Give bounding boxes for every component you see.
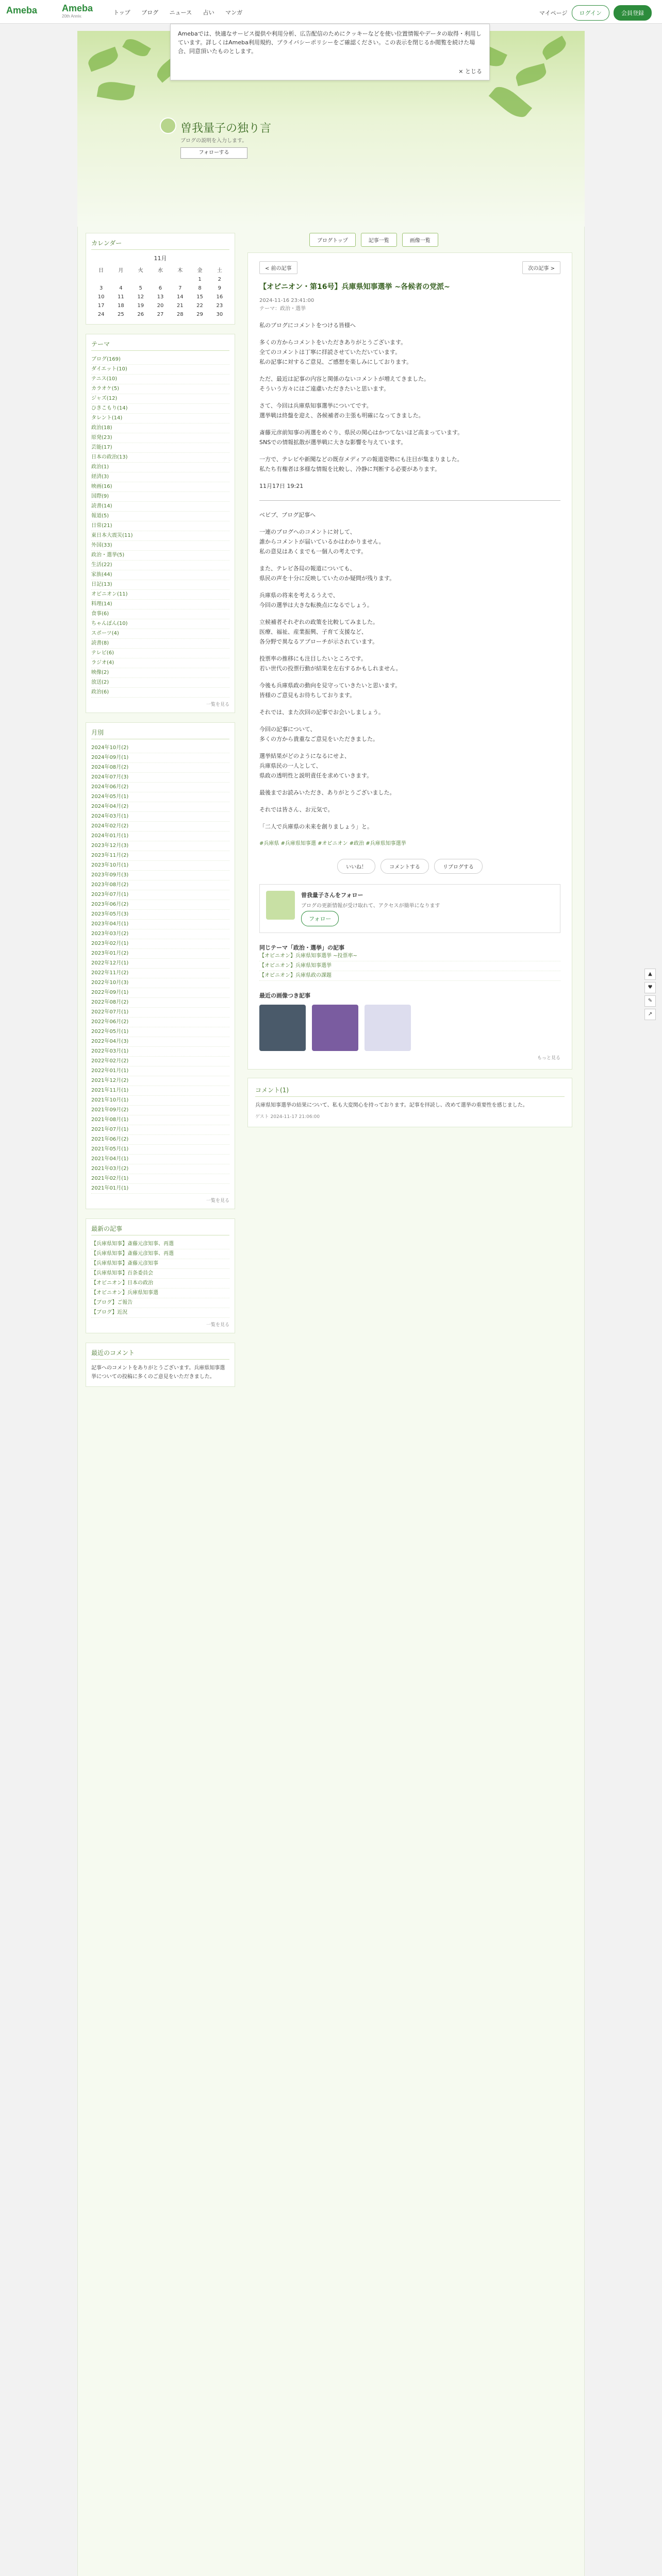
calendar-day-header: 日 [98,268,104,274]
entry-body-2 [259,510,560,717]
archive-item[interactable]: 2023年06月(2) [91,900,229,910]
image-thumbs [259,1005,560,1051]
calendar-day[interactable]: 12 [137,294,144,300]
theme-item[interactable]: 生活(22) [91,561,229,570]
calendar-day-header: 金 [197,268,203,274]
nav-fortune[interactable]: 占い [203,9,214,16]
entry-nav [259,261,560,274]
archive-item[interactable]: 2022年03月(1) [91,1047,229,1057]
recent-item[interactable]: 【兵庫県知事】斎藤元彦知事、再選 [91,1249,229,1259]
share-icon[interactable]: ↗ [644,1009,656,1020]
theme-item[interactable]: ジャズ(12) [91,394,229,404]
archive-more-link[interactable]: 一覧を見る [206,1198,229,1204]
calendar-day-header: 木 [177,268,183,274]
entry-paragraph: 今回の記事について、 多くの方から貴重なご意見をいただきました。 [259,726,378,742]
theme-item[interactable]: カラオケ(5) [91,384,229,394]
entry-meta: 2024-11-16 23:41:00 テーマ：政治・選挙 [259,298,315,312]
main-column [247,252,572,1127]
theme-item[interactable]: ラジオ(4) [91,658,229,668]
entry-paragraph: 一連のブログへのコメントに対して、 誰からコメントが届いているかはわかりません。 私の意見はあくまでも一個人の考えです。 [259,529,385,555]
calendar-day[interactable]: 15 [196,294,203,300]
recent-item[interactable]: 【ブログ】近況 [91,1308,229,1318]
nav-manga[interactable]: マンガ [225,9,243,16]
related-list [259,952,560,981]
thumb-image[interactable] [365,1005,411,1051]
calendar-day[interactable]: 1 [198,277,202,282]
archive-item[interactable]: 2023年08月(2) [91,880,229,890]
archive-list [91,743,229,1194]
archive-item[interactable]: 2023年09月(3) [91,871,229,880]
comment-button[interactable]: コメントする [380,859,429,874]
like-icon[interactable]: ♥ [644,982,656,993]
side-tools [644,969,657,1022]
archive-item[interactable]: 2021年05月(1) [91,1145,229,1155]
calendar-day[interactable]: 27 [157,312,164,317]
entry-paragraph: 最後までお読みいただき、ありがとうございました。 [259,789,395,796]
entry-paragraph: それでは皆さん、お元気で。 [259,806,334,813]
top-bar [0,0,662,24]
calendar-day-header: 月 [118,268,124,274]
theme-item[interactable]: ひきこもり(14) [91,404,229,414]
like-button[interactable]: いいね！ [337,859,375,874]
calendar-day[interactable]: 3 [99,285,103,291]
theme-item[interactable]: 読書(8) [91,639,229,649]
archive-item[interactable]: 2021年09月(2) [91,1106,229,1115]
cookie-notice [170,24,490,80]
entry-paragraph: ただ、最近は記事の内容と関係のないコメントが増えてきました。 そういう方々にはご遠慮いただきたいと思います。 [259,376,429,392]
recent-item[interactable]: 【オピニオン】日本の政治 [91,1279,229,1289]
theme-item[interactable]: 放送(2) [91,678,229,688]
recent-more-link[interactable]: 一覧を見る [206,1323,229,1328]
theme-more-link[interactable]: 一覧を見る [206,702,229,707]
ameba-20th-logo[interactable]: Ameba 20th Anniv. [62,3,93,19]
comments-block [86,1343,235,1387]
archive-item[interactable]: 2022年11月(2) [91,969,229,978]
theme-item[interactable]: 政治(18) [91,423,229,433]
images-block [259,991,560,1061]
comments-text: 記事へのコメントをありがとうございます。兵庫県知事選挙についての投稿に多くのご意見をいただきました。 [91,1365,225,1380]
calendar-day[interactable]: 10 [97,294,105,300]
archive-item[interactable]: 2024年05月(1) [91,792,229,802]
entry-body-3 [259,724,560,832]
theme-item[interactable]: 家族(44) [91,570,229,580]
nav-blog[interactable]: ブログ [141,9,159,16]
entry-paragraph: 今後も兵庫県政の動向を見守っていきたいと思います。 皆様のご意見もお待ちしております。 [259,682,401,699]
archive-item[interactable]: 2024年10月(2) [91,743,229,753]
theme-item[interactable]: 経済(3) [91,472,229,482]
entry-paragraph: 斎藤元彦前知事の再選をめぐり、県民の関心はかつてないほど高まっています。 SNSでの情報拡散が選挙戦に大きな影響を与えています。 [259,429,464,446]
archive-item[interactable]: 2022年04月(3) [91,1037,229,1047]
recent-item[interactable]: 【ブログ】ご報告 [91,1298,229,1308]
top-right [539,5,652,21]
calendar-table [91,264,229,319]
theme-item[interactable]: 映画(16) [91,482,229,492]
follow-button[interactable]: フォローする [180,147,247,159]
theme-item[interactable]: 日記(13) [91,580,229,590]
calendar-day[interactable]: 20 [157,303,164,309]
archive-item[interactable]: 2024年04月(2) [91,802,229,812]
entry-paragraph: ベビブ、ブログ記事へ [259,512,316,518]
related-item[interactable]: 【オピニオン】兵庫県知事選挙 [259,961,560,971]
nav-news[interactable]: ニュース [169,9,192,16]
calendar-block [86,233,235,325]
archive-item[interactable]: 2022年09月(1) [91,988,229,998]
calendar-day[interactable]: 4 [119,285,123,291]
calendar-day[interactable]: 16 [216,294,223,300]
images-title: 最近の画像つき記事 [259,992,310,999]
theme-title: テーマ [91,340,229,351]
entry-paragraph: 投票率の推移にも注目したいところです。 若い世代の投票行動が結果を左右するかもしれません。 [259,655,402,672]
profile-avatar[interactable] [266,891,295,920]
recent-item[interactable]: 【オピニオン】兵庫県知事選 [91,1289,229,1298]
entry-body [259,320,560,491]
archive-item[interactable]: 2021年10月(1) [91,1096,229,1106]
recent-item[interactable]: 【兵庫県知事】百条委員会 [91,1269,229,1279]
theme-item[interactable]: テレビ(6) [91,649,229,658]
calendar-day[interactable]: 24 [97,312,105,317]
archive-item[interactable]: 2024年09月(1) [91,753,229,763]
archive-item[interactable]: 2021年04月(1) [91,1155,229,1164]
comments-title: 最近のコメント [91,1348,229,1360]
theme-item[interactable]: スポーツ(4) [91,629,229,639]
top-nav [113,8,252,16]
theme-item[interactable]: ダイエット(10) [91,365,229,375]
calendar-day [91,275,111,284]
prev-entry-link[interactable]: < 前の記事 [259,261,297,274]
entry-divider [259,500,560,501]
calendar-day[interactable]: 8 [198,285,202,291]
sidebar [86,233,235,1396]
profile-name: 曽我量子さんをフォロー [301,892,363,899]
archive-item[interactable]: 2023年01月(2) [91,949,229,959]
calendar-title: カレンダー [91,239,229,250]
calendar-day-header: 火 [138,268,143,274]
theme-item[interactable]: 外国(33) [91,541,229,551]
calendar-day[interactable]: 26 [137,312,144,317]
theme-item[interactable]: タレント(14) [91,414,229,423]
blog-tabs [309,233,438,247]
reblog-button[interactable]: リブログする [434,859,483,874]
theme-item[interactable]: オピニオン(11) [91,590,229,600]
profile-desc: ブログの更新情報が受け取れて、アクセスが簡単になります [301,903,440,909]
hashtags[interactable]: #兵庫県 #兵庫県知事選 #オピニオン #政治 #兵庫県知事選挙 [259,841,406,846]
archive-item[interactable]: 2022年05月(1) [91,1027,229,1037]
archive-item[interactable]: 2021年06月(2) [91,1135,229,1145]
related-title: 同じテーマ「政治・選挙」の記事 [259,944,344,951]
calendar-day[interactable]: 21 [176,303,184,309]
theme-item[interactable]: 報道(5) [91,512,229,521]
calendar-day[interactable]: 5 [139,285,142,291]
theme-item[interactable]: 食事(6) [91,609,229,619]
theme-item[interactable]: ブログ(169) [91,355,229,365]
entry-paragraph: 選挙結果がどのようになるにせよ、 兵庫県民の一人として、 県政の透明性と説明責任を求めていきます。 [259,753,373,779]
comment-meta: ゲスト 2024-11-17 21:06:00 [255,1114,320,1120]
thumb-image[interactable] [259,1005,306,1051]
theme-item[interactable]: 芸能(17) [91,443,229,453]
archive-item[interactable]: 2023年03月(2) [91,929,229,939]
recent-title: 最新の記事 [91,1224,229,1235]
entry-paragraph: 多くの方からコメントをいただきありがとうございます。 全てのコメントは丁寧に拝読させていただいています。 私の記事に対するご意見、ご感想を楽しみにしております。 [259,339,412,365]
calendar-day-header: 水 [157,268,163,274]
blog-avatar[interactable] [160,117,176,134]
calendar-day[interactable]: 11 [118,294,124,300]
archive-item[interactable]: 2022年12月(1) [91,959,229,969]
calendar-day [151,275,170,284]
profile-follow-button[interactable]: フォロー [301,911,339,926]
archive-block [86,722,235,1209]
scroll-top-icon[interactable]: ▲ [644,969,656,980]
archive-item[interactable]: 2021年11月(1) [91,1086,229,1096]
images-more-link[interactable]: もっと見る [537,1056,560,1061]
archive-item[interactable]: 2023年11月(2) [91,851,229,861]
archive-title: 月別 [91,728,229,739]
archive-item[interactable]: 2021年08月(1) [91,1115,229,1125]
entry-paragraph: 11月17日 19:21 [259,483,304,489]
recent-item[interactable]: 【兵庫県知事】斎藤元彦知事 [91,1259,229,1269]
archive-item[interactable]: 2021年12月(2) [91,1076,229,1086]
comment-area [247,1078,572,1127]
my-page-link[interactable]: マイページ [539,10,568,16]
entry-paragraph: 立候補者それぞれの政策を比較してみました。 医療、福祉、産業振興、子育て支援など、 各分野で異なるアプローチが示されています。 [259,619,378,645]
blog-title[interactable]: 曽我量子の独り言 [180,122,272,135]
theme-item[interactable]: 読書(14) [91,502,229,512]
recent-item[interactable]: 【兵庫県知事】斎藤元彦知事、再選 [91,1240,229,1249]
archive-item[interactable]: 2022年02月(2) [91,1057,229,1066]
theme-item[interactable]: テニス(10) [91,375,229,384]
comment-area-title: コメント(1) [255,1086,565,1097]
archive-item[interactable]: 2021年03月(2) [91,1164,229,1174]
blog-subtitle: ブログの説明を入力します。 [180,138,247,144]
calendar-day[interactable]: 6 [158,285,162,291]
entry-paragraph: また、テレビ各局の報道についても、 県民の声を十分に反映していたのか疑問が残ります。 [259,565,395,582]
thumb-image[interactable] [312,1005,358,1051]
cookie-notice-close-button[interactable]: × とじる [458,68,482,75]
theme-item[interactable]: 日本の政治(13) [91,453,229,463]
archive-item[interactable]: 2023年04月(1) [91,920,229,929]
theme-item[interactable]: 映像(2) [91,668,229,678]
calendar-day[interactable]: 19 [137,303,144,309]
theme-item[interactable]: 原発(23) [91,433,229,443]
entry [247,252,572,1070]
archive-item[interactable]: 2024年01月(1) [91,832,229,841]
archive-item[interactable]: 2021年01月(1) [91,1184,229,1194]
archive-item[interactable]: 2022年08月(2) [91,998,229,1008]
archive-item[interactable]: 2023年10月(1) [91,861,229,871]
recent-block [86,1218,235,1333]
profile-box [259,884,560,933]
theme-list [91,355,229,698]
tab-blog-top[interactable]: ブログトップ [309,233,356,247]
archive-item[interactable]: 2021年07月(1) [91,1125,229,1135]
entry-paragraph: それでは、また次回の記事でお会いしましょう。 [259,709,384,716]
calendar-day[interactable]: 9 [218,285,222,291]
archive-item[interactable]: 2024年06月(2) [91,783,229,792]
calendar-day[interactable]: 7 [178,285,182,291]
calendar-day[interactable]: 18 [118,303,124,309]
recent-list [91,1240,229,1318]
archive-item[interactable]: 2022年10月(3) [91,978,229,988]
calendar-day[interactable]: 14 [176,294,184,300]
calendar-month: 11月 [154,255,167,262]
archive-item[interactable]: 2024年02月(2) [91,822,229,832]
calendar-day[interactable]: 23 [216,303,223,309]
archive-item[interactable]: 2023年12月(3) [91,841,229,851]
comment-text: 兵庫県知事選挙の結果について、私も大変関心を持っております。記事を拝読し、改めて選挙の重要性を感じました。 [255,1103,528,1108]
archive-item[interactable]: 2022年07月(1) [91,1008,229,1018]
entry-paragraph: 兵庫県の将来を考えるうえで、 今回の選挙は大きな転換点になるでしょう。 [259,592,373,608]
archive-item[interactable]: 2022年01月(1) [91,1066,229,1076]
theme-item[interactable]: 日常(21) [91,521,229,531]
entry-title[interactable]: 【オピニオン・第16号】兵庫県知事選挙 ~各候者の党派~ [259,283,450,291]
archive-item[interactable]: 2024年08月(2) [91,763,229,773]
entry-paragraph: 一方で、テレビや新聞などの既存メディアの報道姿勢にも注目が集まりました。 私たち有権者は多様な情報を比較し、冷静に判断する必要があります。 [259,456,463,472]
theme-item[interactable]: 政治(6) [91,688,229,698]
theme-block [86,334,235,713]
archive-item[interactable]: 2023年07月(1) [91,890,229,900]
ameba-logo[interactable]: Ameba [6,5,38,15]
calendar-day[interactable]: 25 [118,312,124,317]
related-item[interactable]: 【オピニオン】兵庫県知事選挙 ~投票率~ [259,952,560,961]
calendar-day[interactable]: 2 [218,277,222,282]
related-block [259,943,560,981]
calendar-day[interactable]: 30 [216,312,223,317]
entry-actions [259,859,560,874]
archive-item[interactable]: 2024年07月(3) [91,773,229,783]
cookie-notice-text: Amebaでは、快適なサービス提供や利用分析、広告配信のためにクッキーなどを使い位置情報やデータの取得・利用しています。詳しくはAmeba利用規約、プライバシーポリシーをご確認ください。この表示を閉じるか閲覧を続けた場合、同意頂いたものとします。 [178,30,482,55]
calendar-day[interactable]: 17 [97,303,105,309]
login-button[interactable]: ログイン [572,5,609,21]
theme-item[interactable]: 政治(1) [91,463,229,472]
theme-item[interactable]: 国際(9) [91,492,229,502]
comment-icon[interactable]: ✎ [644,995,656,1007]
calendar-day-header: 土 [217,268,222,274]
theme-item[interactable]: 料理(14) [91,600,229,609]
archive-item[interactable]: 2023年05月(3) [91,910,229,920]
tab-entry-list[interactable]: 記事一覧 [361,233,397,247]
archive-item[interactable]: 2023年02月(1) [91,939,229,949]
related-item[interactable]: 【オピニオン】兵庫県政の課題 [259,971,560,981]
calendar-day[interactable]: 13 [157,294,164,300]
entry-divider-wrap [259,500,560,501]
next-entry-link[interactable]: 次の記事 > [522,261,560,274]
tab-image-list[interactable]: 画像一覧 [402,233,438,247]
theme-item[interactable]: ちゃんぽん(10) [91,619,229,629]
theme-item[interactable]: 政治・選挙(5) [91,551,229,561]
calendar-day [170,275,190,284]
calendar-day [131,275,151,284]
calendar-day[interactable]: 28 [176,312,184,317]
nav-top[interactable]: トップ [113,9,130,16]
entry-paragraph: 私のブログにコメントをつける皆様へ [259,322,356,329]
entry-paragraph: 「二人で兵庫県の未来を創りましょう」と。 [259,823,373,830]
theme-item[interactable]: 東日本大震災(11) [91,531,229,541]
calendar-day [111,275,130,284]
calendar-day[interactable]: 29 [196,312,203,317]
archive-item[interactable]: 2022年06月(2) [91,1018,229,1027]
register-button[interactable]: 会員登録 [614,5,652,21]
entry-paragraph: さて、今回は兵庫県知事選挙についてです。 選挙戦は終盤を迎え、各候補者の主張も明確になってきました。 [259,402,424,419]
archive-item[interactable]: 2021年02月(1) [91,1174,229,1184]
calendar-day[interactable]: 22 [196,303,203,309]
archive-item[interactable]: 2024年03月(1) [91,812,229,822]
